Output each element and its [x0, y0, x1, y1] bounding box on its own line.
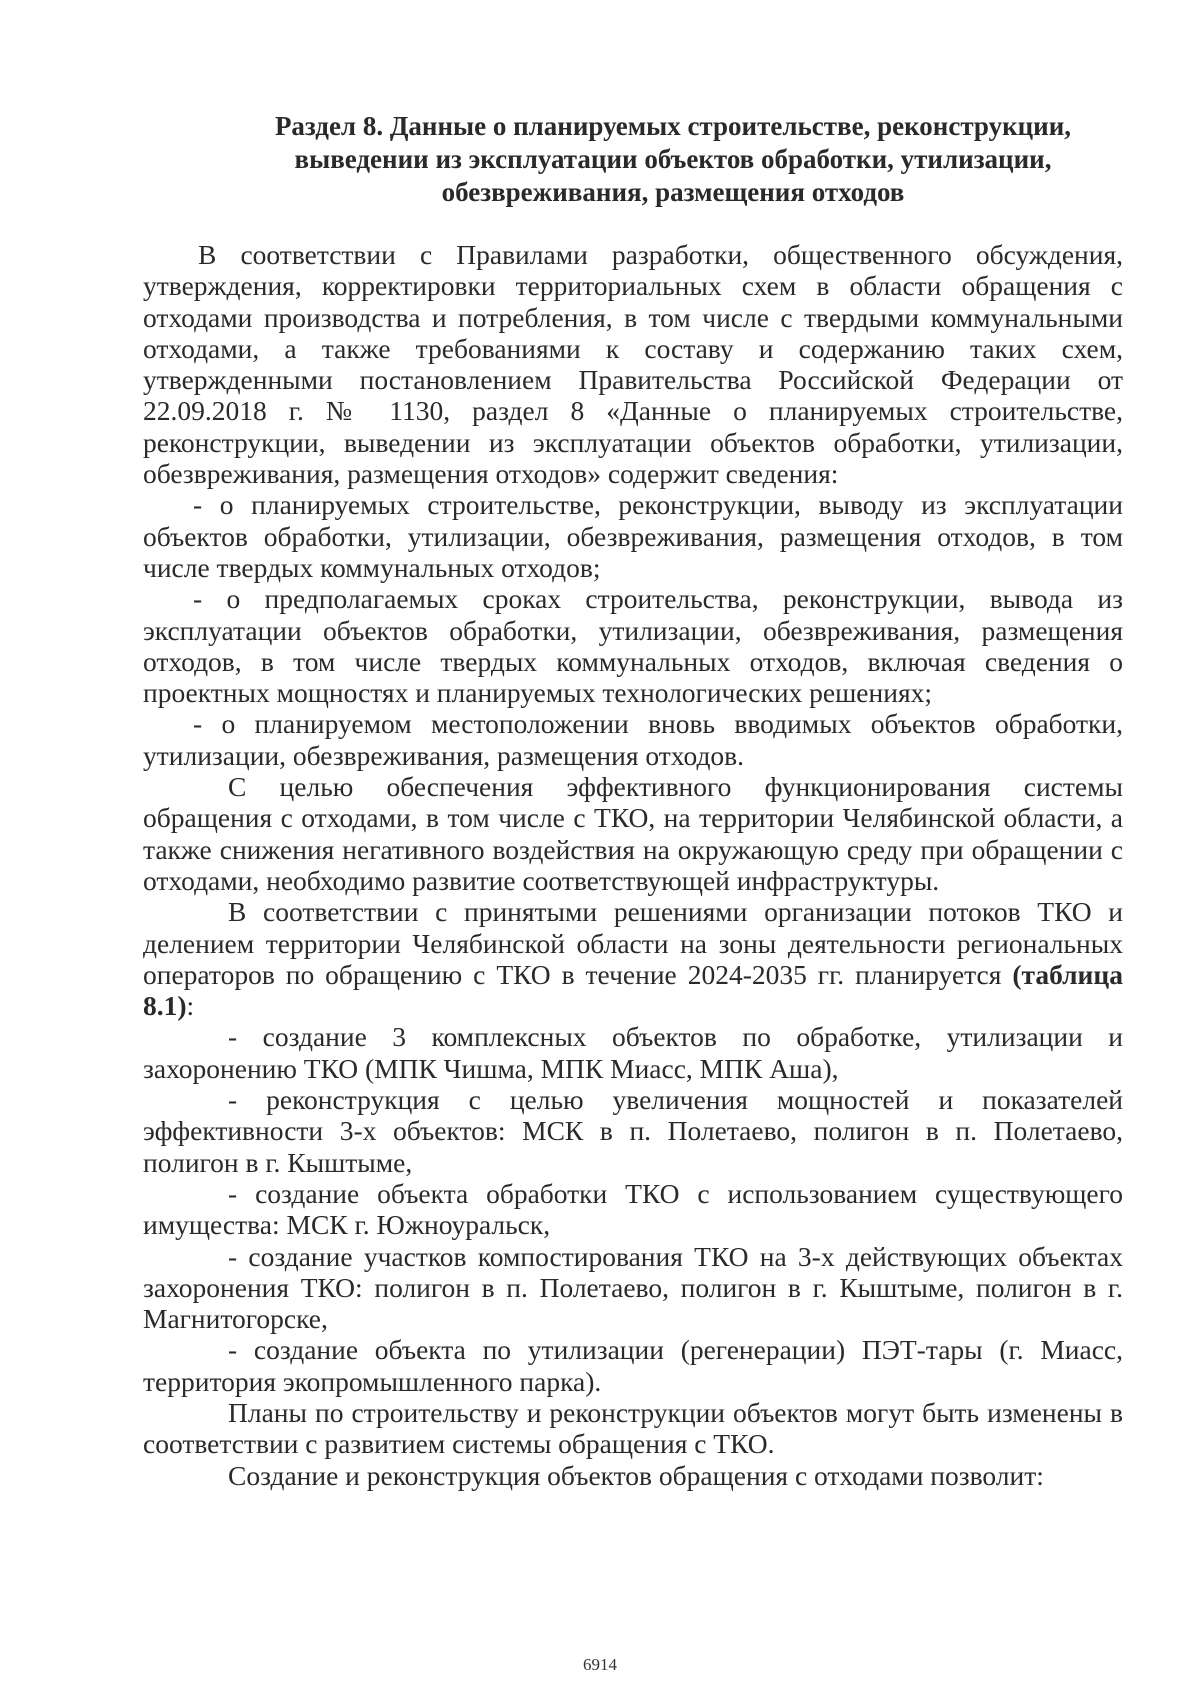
plan-item: - создание объекта по утилизации (регенерации) ПЭТ-тары (г. Миасс, территория экопромышленного парка).: [143, 1334, 1123, 1397]
changes-paragraph: Планы по строительству и реконструкции объектов могут быть изменены в соответствии с развитием системы обращения с ТКО.: [143, 1396, 1123, 1460]
page-number: 6914: [583, 1655, 617, 1674]
plan-paragraph: [143, 896, 1123, 1021]
info-item: - о предполагаемых сроках строительства, реконструкции, вывода из эксплуатации объектов обработки, утилизации, обезвреживания, размещения отходов, в том числе твердых коммунальных отходов, включая сведения о проектных мощностях и планируемых технологических решениях;: [143, 583, 1123, 709]
info-item: - о планируемом местоположении вновь вводимых объектов обработки, утилизации, обезвреживания, размещения отходов.: [143, 708, 1123, 771]
section-title: Раздел 8. Данные о планируемых строительстве, реконструкции, выведении из эксплуатации объектов обработки, утилизации, обезвреживания, размещения отходов: [274, 111, 1072, 207]
document-page: [143, 110, 1123, 1491]
document-body: [143, 239, 1123, 1491]
closing-paragraph: Создание и реконструкция объектов обращения с отходами позволит:: [228, 1459, 1044, 1491]
plan-paragraph-text: В соответствии с принятыми решениями организации потоков ТКО и делением территории Челябинской области на зоны деятельности региональных операторов по обращению с ТКО в течение 2024-2035 гг. планируется: [143, 896, 1123, 990]
plan-item: - реконструкция с целью увеличения мощностей и показателей эффективности 3-х объектов: МСК в п. Полетаево, полигон в п. Полетаево, полигон в г. Кыштыме,: [143, 1084, 1123, 1178]
plan-item: - создание участков компостирования ТКО на 3-х действующих объектах захоронения ТКО: полигон в п. Полетаево, полигон в г. Кыштыме, полигон в г. Магнитогорске,: [143, 1240, 1123, 1335]
plan-item: - создание объекта обработки ТКО с использованием существующего имущества: МСК г. Южноуральск,: [143, 1177, 1123, 1241]
intro-paragraph: В соответствии с Правилами разработки, общественного обсуждения, утверждения, корректировки территориальных схем в области обращения с отходами производства и потребления, в том числе с твердыми коммунальными отходами, а также требованиями к составу и содержанию таких схем, утвержденными постановлением Правительства Российской Федерации от 22.09.2018 г. № 1130, раздел 8 «Данные о планируемых строительстве, реконструкции, выведении из эксплуатации объектов обработки, утилизации, обезвреживания, размещения отходов» содержит сведения:: [143, 239, 1123, 490]
plan-item: - создание 3 комплексных объектов по обработке, утилизации и захоронению ТКО (МПК Чишма, МПК Миасс, МПК Аша),: [143, 1021, 1123, 1084]
goal-paragraph: С целью обеспечения эффективного функционирования системы обращения с отходами, в том числе с ТКО, на территории Челябинской области, а также снижения негативного воздействия на окружающую среду при обращении с отходами, необходимо развитие соответствующей инфраструктуры.: [143, 771, 1123, 896]
plan-paragraph-end: :: [186, 990, 195, 1022]
table-reference: (таблица 8.1): [143, 958, 1123, 1022]
info-item: - о планируемых строительстве, реконструкции, выводу из эксплуатации объектов обработки, утилизации, обезвреживания, размещения отходов, в том числе твердых коммунальных отходов;: [143, 489, 1123, 583]
